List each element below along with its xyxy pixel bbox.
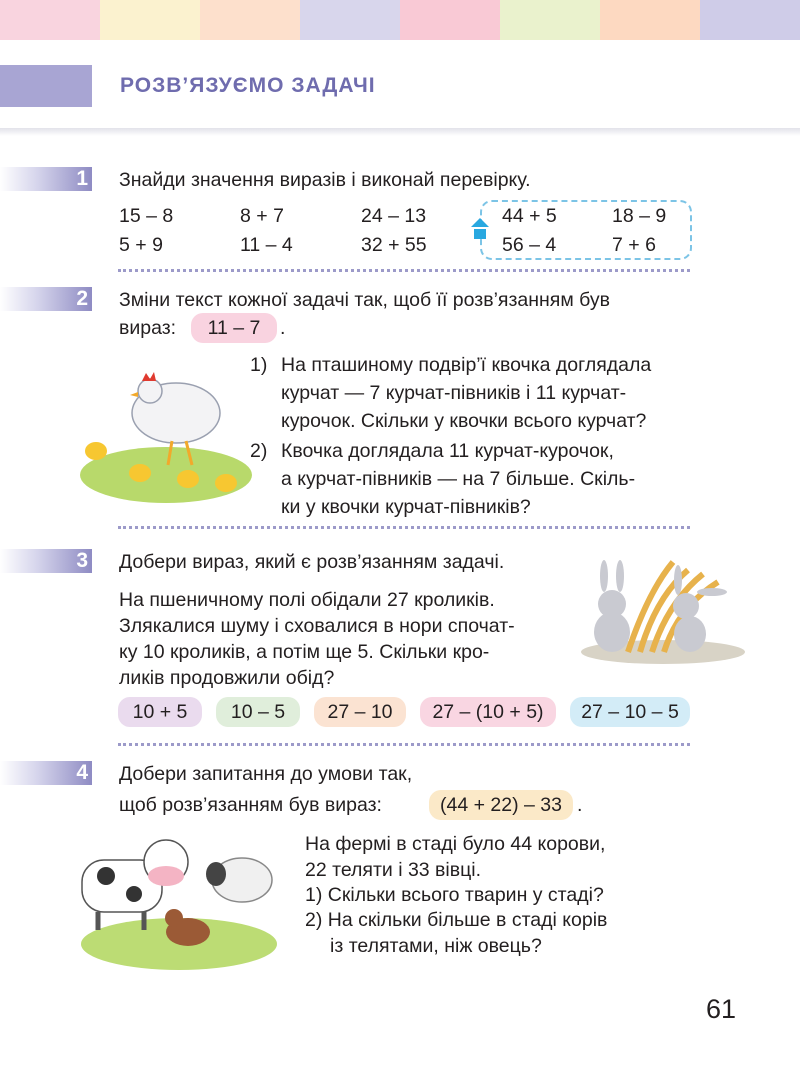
stripe-segment — [200, 0, 300, 40]
section-divider — [118, 526, 690, 529]
task-number: 1 — [76, 167, 88, 190]
answer-option: 27 – (10 + 5) — [420, 697, 556, 727]
task-number: 4 — [76, 761, 88, 784]
problem-line: ки у квочки курчат-півників? — [281, 496, 531, 518]
stripe-segment — [100, 0, 200, 40]
page-number: 61 — [706, 994, 737, 1024]
stripe-segment — [700, 0, 800, 40]
house-icon — [470, 217, 490, 241]
task-number-tab — [0, 549, 92, 573]
problem-number: 1) — [250, 354, 268, 376]
problem-line: На пташиному подвір’ї квочка доглядала — [281, 354, 652, 376]
question-line: 2) На скільки більше в стаді корів — [305, 909, 608, 931]
task-number-tab — [0, 761, 92, 785]
task2-text: Зміни текст кожної задачі так, щоб її розв’язанням був — [119, 289, 611, 311]
period: . — [280, 317, 286, 339]
expression: 15 – 8 — [119, 205, 174, 227]
problem-line: курочок. Скільки у квочки всього курчат? — [281, 410, 647, 432]
expression: 7 + 6 — [612, 234, 656, 256]
story-line: Злякалися шуму і сховалися в нори спочат- — [119, 615, 515, 637]
story-line: ку 10 кроликів, а потім ще 5. Скільки кро- — [119, 641, 490, 663]
expression: 24 – 13 — [361, 205, 427, 227]
task-number: 2 — [76, 287, 88, 310]
page-title: РОЗВ’ЯЗУЄМО ЗАДАЧІ — [120, 74, 376, 97]
expression: 44 + 5 — [502, 205, 557, 227]
task-number: 3 — [76, 549, 88, 572]
task2-text: вираз: — [119, 317, 177, 339]
task-number-tab — [0, 287, 92, 311]
condition-line: На фермі в стаді було 44 корови, — [305, 833, 606, 855]
period: . — [577, 794, 583, 816]
expression: 5 + 9 — [119, 234, 163, 256]
hen-with-chicks-illustration — [76, 365, 252, 505]
title-color-block — [0, 65, 92, 107]
problem-line: курчат — 7 курчат-півників і 11 курчат- — [281, 382, 627, 404]
question-line: із телятами, ніж овець? — [330, 935, 542, 957]
task4-text: Добери запитання до умови так, — [119, 763, 413, 785]
task3-text: Добери вираз, який є розв’язанням задачі. — [119, 551, 505, 573]
stripe-segment — [600, 0, 700, 40]
expression-pill: 11 – 7 — [191, 313, 277, 343]
task-number-tab — [0, 167, 92, 191]
expression: 32 + 55 — [361, 234, 427, 256]
expression: 18 – 9 — [612, 205, 667, 227]
story-line: На пшеничному полі обідали 27 кроликів. — [119, 589, 495, 611]
stripe-segment — [400, 0, 500, 40]
answer-option: 27 – 10 – 5 — [570, 697, 690, 727]
answer-option: 10 – 5 — [216, 697, 300, 727]
rabbits-in-wheat-illustration — [578, 552, 748, 664]
answer-option: 27 – 10 — [314, 697, 406, 727]
header-color-stripe — [0, 0, 800, 40]
expression-pill: (44 + 22) – 33 — [429, 790, 573, 820]
section-divider — [118, 269, 690, 272]
stripe-segment — [300, 0, 400, 40]
problem-line: Квочка доглядала 11 курчат-курочок, — [281, 440, 614, 462]
expression: 8 + 7 — [240, 205, 284, 227]
story-line: ликів продовжили обід? — [119, 667, 335, 689]
section-divider — [118, 743, 690, 746]
stripe-segment — [0, 0, 100, 40]
answer-option: 10 + 5 — [118, 697, 202, 727]
stripe-segment — [500, 0, 600, 40]
expression: 11 – 4 — [240, 234, 293, 256]
farm-animals-illustration — [78, 826, 280, 970]
problem-line: а курчат-півників — на 7 більше. Скіль- — [281, 468, 636, 490]
check-group-bracket — [480, 200, 692, 260]
header-divider — [0, 128, 800, 136]
question-line: 1) Скільки всього тварин у стаді? — [305, 884, 604, 906]
expression: 56 – 4 — [502, 234, 557, 256]
task1-text: Знайди значення виразів і виконай перевірку. — [119, 169, 531, 191]
condition-line: 22 теляти і 33 вівці. — [305, 859, 482, 881]
task4-text: щоб розв’язанням був вираз: — [119, 794, 382, 816]
problem-number: 2) — [250, 440, 268, 462]
